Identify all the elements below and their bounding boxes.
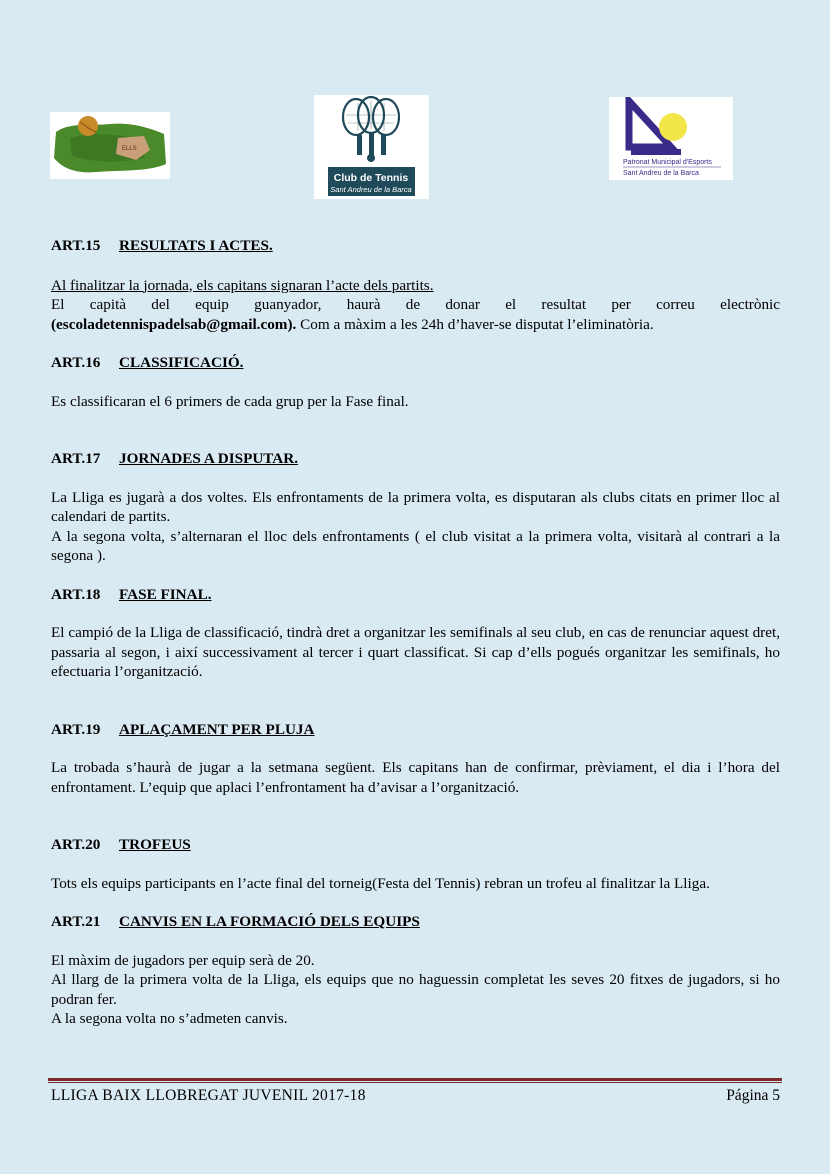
article-18-paragraph-1: El campió de la Lliga de classificació, tindrà dret a organitzar les semifinals al seu club, en cas de renunciar aquest dret, passaria al segon, i així successivament al tercer i quart classificat. Si cap d’ells pogués organitzar les semifinals, ho efectuaria l’organització. [51, 624, 780, 680]
tennis-ball-logo [50, 112, 170, 179]
article-21-paragraph-3: A la segona volta no s’admeten canvis. [51, 1010, 288, 1027]
club-de-tennis-logo [314, 95, 429, 199]
article-15-paragraph-1: Al finalitzar la jornada, els capitans signaran l’acte dels partits. [51, 276, 434, 294]
article-heading-17: ART.17 JORNADES A DISPUTAR. [51, 450, 299, 467]
article-15-paragraph-2a: El capità del equip guanyador, haurà de donar el resultat per correu electrònic [51, 296, 780, 313]
article-19-paragraph-1: La trobada s’haurà de jugar a la setmana següent. Els capitans han de confirmar, prèviament, el dia i l’hora del enfrontament. L’equip que aplaci l’enfrontament ha d’avisar a l’organització. [51, 759, 780, 796]
svg-text:ELLS: ELLS [122, 146, 137, 152]
article-heading-19: ART.19 APLAÇAMENT PER PLUJA [51, 720, 315, 738]
article-heading-21: ART.21 CANVIS EN LA FORMACIÓ DELS EQUIPS [51, 913, 420, 930]
footer-title: LLIGA BAIX LLOBREGAT JUVENIL 2017-18 [51, 1087, 366, 1104]
article-heading-18: ART.18 FASE FINAL. [51, 585, 212, 603]
article-21-paragraph-1: El màxim de jugadors per equip serà de 20. [51, 951, 315, 969]
article-21-paragraph-2: Al llarg de la primera volta de la Lliga, els equips que no haguessin completat les seves 20 fitxes de jugadors, si ho podran fer. [51, 971, 780, 1008]
footer-divider-thin [48, 1082, 782, 1083]
patronat-esports-logo [609, 97, 733, 180]
contact-email: (escoladetennispadelsab@gmail.com). [51, 315, 297, 333]
svg-text:Club de Tennis: Club de Tennis [333, 172, 409, 184]
article-heading-16: ART.16 CLASSIFICACIÓ. [51, 354, 244, 371]
footer-divider [48, 1078, 782, 1081]
header-logos [0, 0, 830, 220]
article-17-paragraph-1: La Lliga es jugarà a dos voltes. Els enfrontaments de la primera volta, es disputaran als clubs citats en primer lloc al calendari de partits. [51, 488, 780, 525]
page-number: Página 5 [726, 1087, 780, 1104]
svg-text:Patronat Municipal d'Esports: Patronat Municipal d'Esports [623, 159, 712, 166]
article-17-paragraph-2: A la segona volta, s’alternaran el lloc dels enfrontaments ( el club visitat a la primera volta, visitarà al contrari a la segona ). [51, 527, 780, 564]
article-16-paragraph-1: Es classificaran el 6 primers de cada grup per la Fase final. [51, 392, 409, 410]
svg-text:Sant Andreu de la Barca: Sant Andreu de la Barca [623, 170, 699, 177]
article-20-paragraph-1: Tots els equips participants en l’acte final del torneig(Festa del Tennis) rebran un trofeu al finalitzar la Lliga. [51, 874, 710, 892]
document-body [51, 236, 780, 1029]
article-15-paragraph-2b: (escoladetennispadelsab@gmail.com). Com a màxim a les 24h d’haver-se disputat l’eliminatòria. [51, 315, 654, 333]
article-heading-15: ART.15 RESULTATS I ACTES. [51, 237, 273, 254]
svg-text:Sant Andreu de la Barca: Sant Andreu de la Barca [330, 185, 412, 194]
article-heading-20: ART.20 TROFEUS [51, 836, 191, 853]
